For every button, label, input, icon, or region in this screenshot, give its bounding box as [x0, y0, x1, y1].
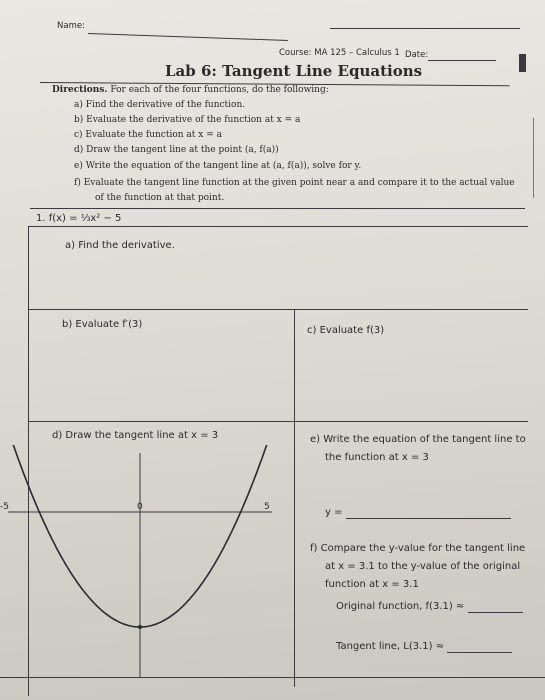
row-divider-2	[28, 421, 528, 422]
part-b-answer-area[interactable]	[40, 338, 285, 414]
tangent-line-blank[interactable]	[447, 641, 512, 653]
directions-item-c: c) Evaluate the function at x = a	[74, 130, 222, 140]
binder-tab	[519, 54, 526, 72]
part-a-label: a) Find the derivative.	[65, 240, 175, 251]
row-divider-1	[28, 309, 528, 310]
part-a-answer-area[interactable]	[40, 258, 520, 302]
original-function-blank[interactable]	[468, 601, 523, 613]
part-b-label: b) Evaluate f′(3)	[62, 319, 143, 330]
parabola-graph[interactable]	[0, 445, 294, 677]
part-e-label-line2: the function at x = 3	[325, 452, 429, 463]
tangent-line-label: Tangent line, L(3.1) ≈	[336, 641, 445, 652]
directions-item-b: b) Evaluate the derivative of the function at x = a	[74, 115, 301, 125]
original-function-row	[336, 601, 523, 613]
page-title: Lab 6: Tangent Line Equations	[165, 62, 423, 80]
header-rule	[330, 28, 520, 29]
part-f-label-line1: f) Compare the y-value for the tangent line	[310, 543, 526, 554]
directions-rule	[30, 208, 525, 209]
date-blank[interactable]	[428, 60, 496, 61]
name-label: Name:	[57, 21, 85, 31]
part-d-label: d) Draw the tangent line at x = 3	[52, 430, 219, 441]
name-blank[interactable]	[88, 33, 288, 41]
part-c-answer-area[interactable]	[300, 343, 520, 415]
vertex-point	[138, 625, 142, 629]
part-e-label-line1: e) Write the equation of the tangent line to	[310, 434, 526, 445]
column-divider	[294, 309, 295, 687]
part-f-label-line3: function at x = 3.1	[325, 579, 419, 590]
tangent-equation-blank[interactable]	[346, 507, 511, 519]
directions-item-d: d) Draw the tangent line at the point (a, f(a))	[74, 145, 279, 155]
problem-label: 1. f(x) = ⅓x² − 5	[36, 213, 122, 224]
directions-item-e: e) Write the equation of the tangent line at (a, f(a)), solve for y.	[74, 161, 362, 171]
directions-text: For each of the four functions, do the following:	[110, 85, 329, 95]
directions-item-f: f) Evaluate the tangent line function at the given point near a and compare it to the actual value	[74, 178, 515, 188]
directions-heading: Directions.	[52, 85, 108, 95]
original-function-label: Original function, f(3.1) ≈	[336, 601, 465, 612]
directions-item-f-cont: of the function at that point.	[95, 193, 225, 203]
tangent-line-row	[336, 641, 512, 653]
tangent-equation-row	[325, 507, 511, 519]
box-top	[28, 226, 528, 227]
part-c-label: c) Evaluate f(3)	[307, 325, 385, 336]
box-bottom	[0, 677, 545, 678]
course-label: Course: MA 125 – Calculus 1	[279, 48, 400, 58]
directions-intro	[52, 85, 329, 96]
tick-label-origin: 0	[137, 502, 143, 512]
tick-label-xmax: 5	[264, 502, 270, 512]
directions-item-a: a) Find the derivative of the function.	[74, 100, 246, 110]
date-label: Date:	[405, 50, 429, 60]
part-f-label-line2: at x = 3.1 to the y-value of the original	[325, 561, 521, 572]
page-edge-line	[533, 118, 534, 198]
tangent-equation-prefix: y =	[325, 507, 343, 518]
tick-label-xmin: -5	[0, 502, 9, 512]
